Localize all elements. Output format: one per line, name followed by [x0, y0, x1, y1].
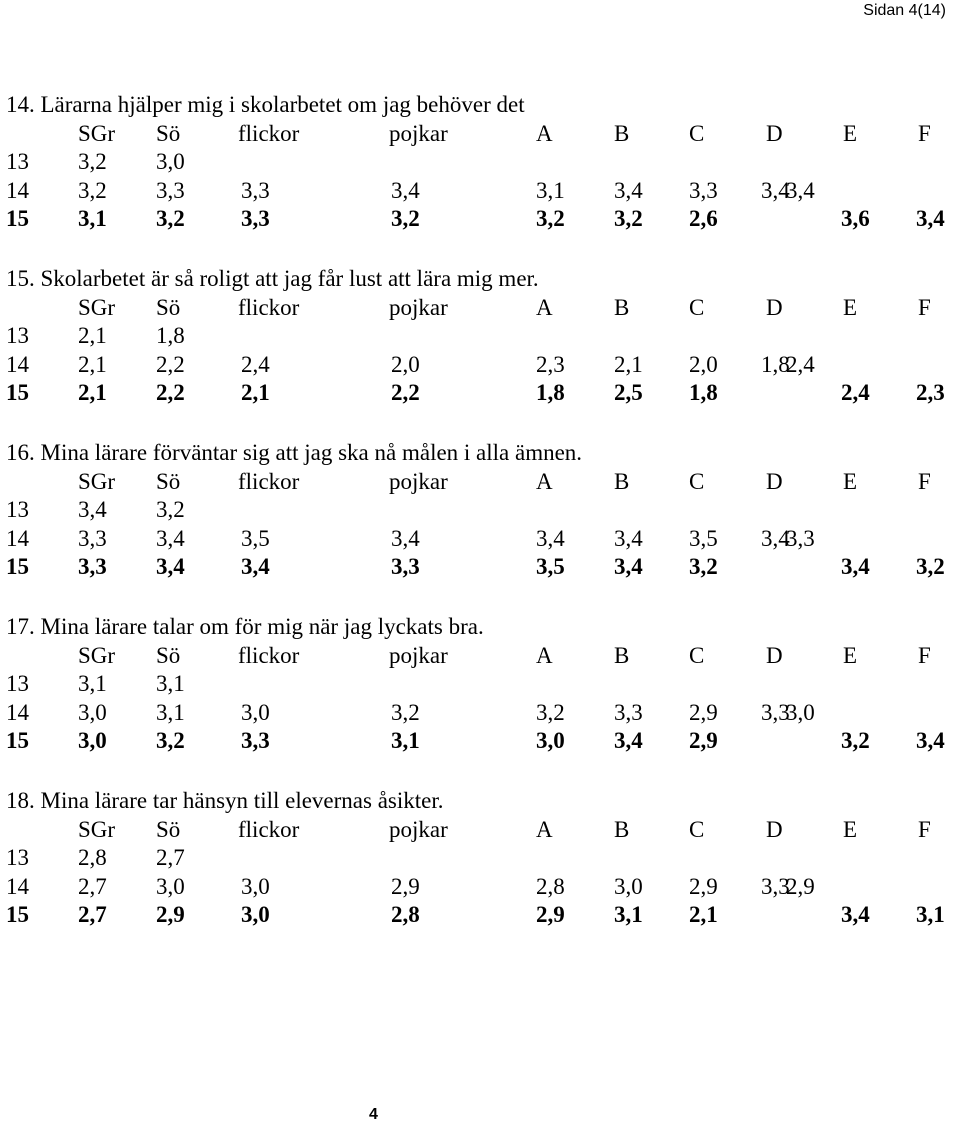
value-cell: 3,4 [536, 525, 565, 551]
value-cell: 3,3 [614, 699, 643, 725]
column-header: flickor [238, 642, 300, 668]
value-cell: 2,8 [391, 902, 420, 927]
row-label: 14 [6, 699, 29, 725]
column-header: A [536, 468, 553, 494]
question-title: 17. Mina lärare talar om för mig när jag lyckats bra. [6, 614, 484, 639]
value-cell: 3,4 [78, 497, 107, 522]
page-number: 4 [369, 1106, 378, 1123]
value-cell: 2,2 [391, 380, 420, 405]
value-cell: 2,3 [536, 351, 565, 377]
column-header: pojkar [389, 642, 448, 668]
value-cell: 1,8 [761, 351, 790, 377]
column-header: B [614, 294, 630, 320]
column-header: pojkar [389, 816, 448, 842]
row-label: 13 [6, 671, 29, 696]
value-cell: 3,3 [241, 728, 270, 753]
column-header: F [918, 816, 931, 842]
value-cell: 3,2 [536, 699, 565, 725]
question-title: 14. Lärarna hjälper mig i skolarbetet om jag behöver det [6, 92, 525, 117]
value-cell: 2,9 [391, 873, 420, 899]
column-header: B [614, 468, 630, 494]
row-label: 14 [6, 873, 29, 899]
value-cell: 3,0 [614, 873, 643, 899]
value-cell: 3,4 [786, 177, 815, 203]
value-cell: 2,8 [78, 845, 107, 870]
question-title: 18. Mina lärare tar hänsyn till elevernas åsikter. [6, 788, 444, 813]
value-cell: 2,7 [156, 845, 185, 870]
column-header: Sö [156, 642, 181, 668]
value-cell: 3,5 [689, 525, 718, 551]
value-cell: 3,0 [241, 902, 270, 927]
value-cell: 3,1 [156, 671, 185, 696]
value-cell: 3,5 [536, 554, 565, 579]
column-header: F [918, 642, 931, 668]
value-cell: 2,2 [156, 380, 185, 405]
value-cell: 2,7 [78, 873, 107, 899]
value-cell: 2,8 [536, 873, 565, 899]
value-cell: 3,4 [614, 554, 643, 579]
column-header-row [6, 121, 956, 149]
column-header: flickor [238, 294, 300, 320]
table-row [6, 380, 956, 408]
column-header: B [614, 120, 630, 146]
value-cell: 3,4 [761, 525, 790, 551]
table-row [6, 554, 956, 582]
value-cell: 2,9 [689, 873, 718, 899]
value-cell: 3,3 [786, 525, 815, 551]
value-cell: 3,2 [156, 728, 185, 753]
column-header: E [843, 120, 858, 146]
value-cell: 3,0 [241, 699, 270, 725]
value-cell: 3,3 [241, 177, 270, 203]
value-cell: 3,2 [156, 497, 185, 522]
value-cell: 3,1 [156, 699, 185, 725]
column-header: Sö [156, 294, 181, 320]
value-cell: 2,7 [78, 902, 107, 927]
value-cell: 3,3 [761, 699, 790, 725]
column-header: SGr [78, 120, 116, 146]
value-cell: 3,2 [391, 206, 420, 231]
value-cell: 3,1 [614, 902, 643, 927]
column-header-row [6, 295, 956, 323]
row-label: 15 [6, 206, 29, 231]
row-label: 13 [6, 323, 29, 348]
value-cell: 2,6 [689, 206, 718, 231]
value-cell: 3,2 [156, 206, 185, 231]
value-cell: 3,2 [614, 206, 643, 231]
value-cell: 3,4 [156, 554, 185, 579]
value-cell: 3,0 [241, 873, 270, 899]
value-cell: 3,1 [536, 177, 565, 203]
table-row [6, 526, 956, 554]
column-header: SGr [78, 642, 116, 668]
table-row [6, 149, 956, 177]
value-cell: 3,0 [78, 699, 107, 725]
table-row [6, 323, 956, 351]
column-header: flickor [238, 468, 300, 494]
column-header: A [536, 816, 553, 842]
value-cell: 1,8 [536, 380, 565, 405]
column-header: F [918, 120, 931, 146]
table-row [6, 902, 956, 930]
column-header: D [766, 816, 783, 842]
value-cell: 3,4 [841, 554, 870, 579]
column-header: D [766, 468, 783, 494]
value-cell: 3,2 [689, 554, 718, 579]
value-cell: 3,0 [786, 699, 815, 725]
value-cell: 3,3 [689, 177, 718, 203]
column-header-row [6, 643, 956, 671]
column-header: A [536, 120, 553, 146]
value-cell: 3,4 [241, 554, 270, 579]
row-label: 15 [6, 728, 29, 753]
value-cell: 2,1 [689, 902, 718, 927]
column-header: C [689, 816, 705, 842]
value-cell: 2,1 [78, 323, 107, 348]
column-header: E [843, 642, 858, 668]
table-row [6, 874, 956, 902]
column-header: F [918, 294, 931, 320]
value-cell: 3,2 [78, 177, 107, 203]
column-header: B [614, 642, 630, 668]
table-row [6, 671, 956, 699]
column-header: flickor [238, 816, 300, 842]
value-cell: 2,5 [614, 380, 643, 405]
value-cell: 3,4 [916, 206, 945, 231]
table-row [6, 845, 956, 873]
value-cell: 3,4 [614, 177, 643, 203]
value-cell: 2,9 [786, 873, 815, 899]
value-cell: 3,3 [241, 206, 270, 231]
value-cell: 3,3 [156, 177, 185, 203]
value-cell: 2,9 [536, 902, 565, 927]
value-cell: 3,2 [78, 149, 107, 174]
column-header: C [689, 468, 705, 494]
row-label: 15 [6, 902, 29, 927]
row-label: 15 [6, 554, 29, 579]
row-label: 14 [6, 351, 29, 377]
value-cell: 3,5 [241, 525, 270, 551]
value-cell: 3,1 [916, 902, 945, 927]
row-label: 13 [6, 149, 29, 174]
value-cell: 3,0 [78, 728, 107, 753]
column-header: D [766, 642, 783, 668]
value-cell: 3,4 [614, 728, 643, 753]
column-header: C [689, 294, 705, 320]
table-row [6, 728, 956, 756]
table-row [6, 497, 956, 525]
column-header: Sö [156, 816, 181, 842]
value-cell: 2,9 [689, 728, 718, 753]
column-header-row [6, 817, 956, 845]
column-header: D [766, 120, 783, 146]
question-title: 15. Skolarbetet är så roligt att jag får lust att lära mig mer. [6, 266, 539, 291]
row-label: 15 [6, 380, 29, 405]
value-cell: 3,2 [536, 206, 565, 231]
value-cell: 2,9 [156, 902, 185, 927]
value-cell: 3,3 [78, 525, 107, 551]
value-cell: 3,1 [78, 671, 107, 696]
value-cell: 2,2 [156, 351, 185, 377]
column-header: pojkar [389, 294, 448, 320]
column-header: SGr [78, 468, 116, 494]
value-cell: 3,1 [78, 206, 107, 231]
column-header: Sö [156, 120, 181, 146]
value-cell: 3,2 [391, 699, 420, 725]
value-cell: 3,4 [391, 525, 420, 551]
value-cell: 3,4 [841, 902, 870, 927]
value-cell: 2,1 [241, 380, 270, 405]
value-cell: 3,4 [614, 525, 643, 551]
column-header: E [843, 294, 858, 320]
table-row [6, 178, 956, 206]
column-header: pojkar [389, 120, 448, 146]
value-cell: 2,0 [689, 351, 718, 377]
table-row [6, 700, 956, 728]
value-cell: 2,1 [78, 351, 107, 377]
column-header: A [536, 642, 553, 668]
column-header: F [918, 468, 931, 494]
value-cell: 3,3 [391, 554, 420, 579]
column-header: SGr [78, 294, 116, 320]
value-cell: 3,4 [156, 525, 185, 551]
column-header: pojkar [389, 468, 448, 494]
table-row [6, 352, 956, 380]
table-row [6, 206, 956, 234]
value-cell: 2,4 [786, 351, 815, 377]
column-header: Sö [156, 468, 181, 494]
value-cell: 3,6 [841, 206, 870, 231]
value-cell: 3,2 [916, 554, 945, 579]
column-header: E [843, 816, 858, 842]
column-header: B [614, 816, 630, 842]
row-label: 14 [6, 177, 29, 203]
column-header: C [689, 120, 705, 146]
value-cell: 3,0 [156, 873, 185, 899]
value-cell: 2,3 [916, 380, 945, 405]
question-title: 16. Mina lärare förväntar sig att jag ska nå målen i alla ämnen. [6, 440, 583, 465]
value-cell: 2,0 [391, 351, 420, 377]
value-cell: 3,4 [391, 177, 420, 203]
row-label: 13 [6, 845, 29, 870]
value-cell: 2,9 [689, 699, 718, 725]
column-header: flickor [238, 120, 300, 146]
column-header: SGr [78, 816, 116, 842]
value-cell: 3,2 [841, 728, 870, 753]
row-label: 13 [6, 497, 29, 522]
value-cell: 3,4 [761, 177, 790, 203]
value-cell: 2,4 [241, 351, 270, 377]
value-cell: 3,1 [391, 728, 420, 753]
value-cell: 3,3 [761, 873, 790, 899]
column-header-row [6, 469, 956, 497]
row-label: 14 [6, 525, 29, 551]
value-cell: 3,3 [78, 554, 107, 579]
value-cell: 1,8 [156, 323, 185, 348]
column-header: D [766, 294, 783, 320]
value-cell: 2,1 [78, 380, 107, 405]
column-header: C [689, 642, 705, 668]
value-cell: 2,4 [841, 380, 870, 405]
value-cell: 1,8 [689, 380, 718, 405]
column-header: E [843, 468, 858, 494]
page-header: Sidan 4(14) [863, 2, 946, 19]
value-cell: 3,4 [916, 728, 945, 753]
column-header: A [536, 294, 553, 320]
value-cell: 3,0 [536, 728, 565, 753]
value-cell: 3,0 [156, 149, 185, 174]
value-cell: 2,1 [614, 351, 643, 377]
